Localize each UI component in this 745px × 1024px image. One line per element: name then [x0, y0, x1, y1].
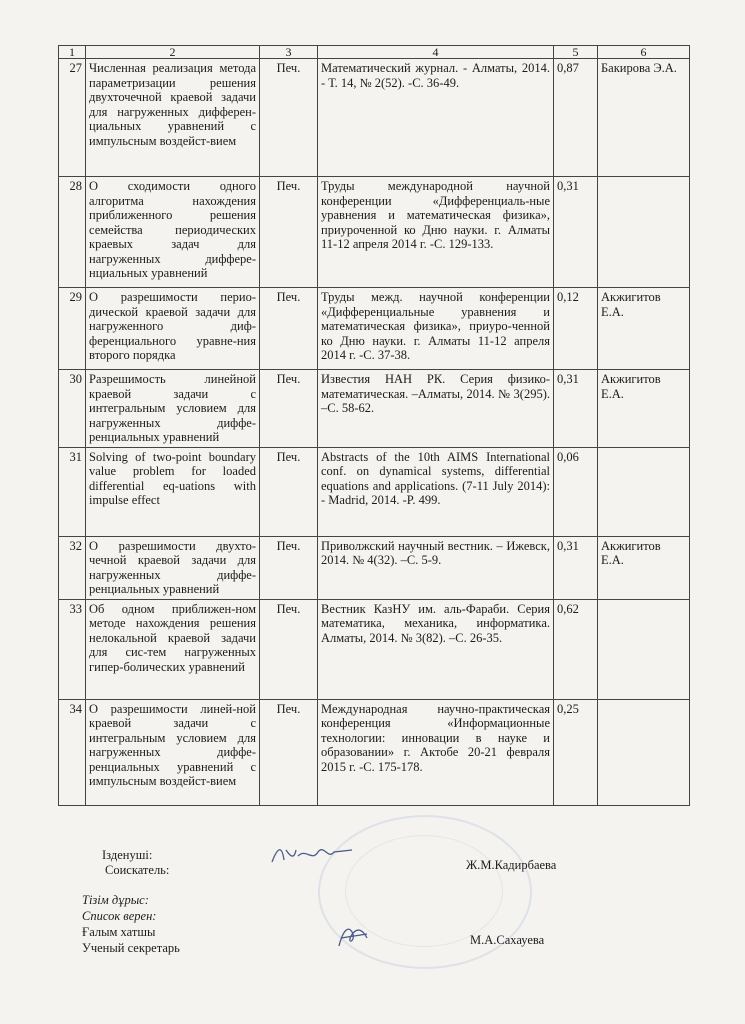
publication-volume: 0,62	[554, 599, 598, 699]
table-row	[59, 59, 690, 177]
publication-source: Международная научно-практическая конференция «Информационные технологии: инновации в науке и образовании» г. Актобе 20-21 февраля 2015 г. -С. 175-178.	[318, 699, 554, 805]
column-header-1: 1	[59, 46, 86, 59]
publication-form: Печ.	[260, 177, 318, 288]
publication-title: О разрешимости двухто-чечной краевой задачи для нагруженных диффе-ренциальных уравнений	[86, 536, 260, 599]
row-number: 31	[59, 447, 86, 536]
table-row	[59, 177, 690, 288]
table-row	[59, 599, 690, 699]
publication-form: Печ.	[260, 59, 318, 177]
publication-volume: 0,12	[554, 288, 598, 370]
publication-title: О сходимости одного алгоритма нахождения приближенного решения семейства периодических краевых задач для нагруженных диффере-нциальных уравнений	[86, 177, 260, 288]
publication-volume: 0,06	[554, 447, 598, 536]
table-row	[59, 447, 690, 536]
column-header-5: 5	[554, 46, 598, 59]
publication-title: Solving of two-point boundary value problem for loaded differential eq-uations with impulse effect	[86, 447, 260, 536]
publication-title: О разрешимости перио-дической краевой задачи для нагруженного диф-ференциального уравне-ния второго порядка	[86, 288, 260, 370]
publication-source: Abstracts of the 10th AIMS International conf. on dynamical systems, differential equations and applications. (7-11 July 2014): - Madrid, 2014. -P. 499.	[318, 447, 554, 536]
publication-source: Вестник КазНУ им. аль-Фараби. Серия математика, механика, информатика. Алматы, 2014. № 3(82). –С. 26-35.	[318, 599, 554, 699]
publication-form: Печ.	[260, 599, 318, 699]
publication-coauthors: Акжигитов Е.А.	[598, 288, 690, 370]
column-header-4: 4	[318, 46, 554, 59]
publication-volume: 0,87	[554, 59, 598, 177]
applicant-label-ru: Соискатель:	[105, 863, 170, 877]
column-header-3: 3	[260, 46, 318, 59]
list-correct-ru: Список верен:	[82, 909, 157, 923]
publication-coauthors: Бакирова Э.А.	[598, 59, 690, 177]
publication-volume: 0,25	[554, 699, 598, 805]
secretary-label-kz: Ғалым хатшы	[82, 925, 156, 939]
table-row	[59, 536, 690, 599]
applicant-signature	[268, 842, 358, 868]
row-number: 34	[59, 699, 86, 805]
publication-source: Труды межд. научной конференции «Дифференциальные уравнения и математическая физика», приуро-ченной ко Дню науки. г. Алматы 11-12 апреля 2014 г. -С. 37-38.	[318, 288, 554, 370]
publication-source: Приволжский научный вестник. – Ижевск, 2014. № 4(32). –С. 5-9.	[318, 536, 554, 599]
publication-coauthors	[598, 177, 690, 288]
publication-coauthors: Акжигитов Е.А.	[598, 536, 690, 599]
publication-volume: 0,31	[554, 370, 598, 448]
applicant-name: Ж.М.Кадирбаева	[466, 858, 557, 872]
secretary-name: М.А.Сахауева	[470, 933, 545, 947]
publication-form: Печ.	[260, 536, 318, 599]
secretary-signature	[333, 920, 373, 952]
publication-form: Печ.	[260, 699, 318, 805]
row-number: 27	[59, 59, 86, 177]
publication-coauthors	[598, 699, 690, 805]
publication-title: О разрешимости линей-ной краевой задачи с интегральным условием для нагруженных диффе-ренциальных уравнений с импульсным воздейст-вием	[86, 699, 260, 805]
row-number: 33	[59, 599, 86, 699]
row-number: 29	[59, 288, 86, 370]
table-header-row	[59, 46, 690, 59]
publication-form: Печ.	[260, 447, 318, 536]
column-header-6: 6	[598, 46, 690, 59]
table-row	[59, 370, 690, 448]
list-correct-kz: Тізім дұрыс:	[82, 893, 149, 907]
publication-form: Печ.	[260, 288, 318, 370]
applicant-label-kz: Ізденуші:	[102, 848, 153, 862]
publication-title: Численная реализация метода параметризации решения двухточечной краевой задачи для нагруженных дифферен-циальных уравнений с импульсным воздейст-вием	[86, 59, 260, 177]
publication-source: Труды международной научной конференции «Дифференциаль-ные уравнения и математическая физика», приуроченной ко Дню науки. г. Алматы 11-12 апреля 2014 г. -С. 129-133.	[318, 177, 554, 288]
table-body	[59, 59, 690, 806]
row-number: 28	[59, 177, 86, 288]
table-row	[59, 288, 690, 370]
publication-form: Печ.	[260, 370, 318, 448]
publication-coauthors	[598, 599, 690, 699]
row-number: 32	[59, 536, 86, 599]
publication-title: Разрешимость линейной краевой задачи с интегральным условием для нагруженных диффе-ренциальных уравнений	[86, 370, 260, 448]
publication-source: Известия НАН РК. Серия физико-математическая. –Алматы, 2014. № 3(295). –С. 58-62.	[318, 370, 554, 448]
secretary-label-ru: Ученый секретарь	[82, 941, 180, 955]
publication-coauthors	[598, 447, 690, 536]
publication-volume: 0,31	[554, 177, 598, 288]
table-row	[59, 699, 690, 805]
publication-volume: 0,31	[554, 536, 598, 599]
column-header-2: 2	[86, 46, 260, 59]
publication-source: Математический журнал. - Алматы, 2014. - Т. 14, № 2(52). -С. 36-49.	[318, 59, 554, 177]
publications-table	[58, 45, 690, 806]
row-number: 30	[59, 370, 86, 448]
publication-coauthors: Акжигитов Е.А.	[598, 370, 690, 448]
publication-title: Об одном приближен-ном методе нахождения решения нелокальной краевой задачи для сис-тем нагруженных гипер-болических уравнений	[86, 599, 260, 699]
